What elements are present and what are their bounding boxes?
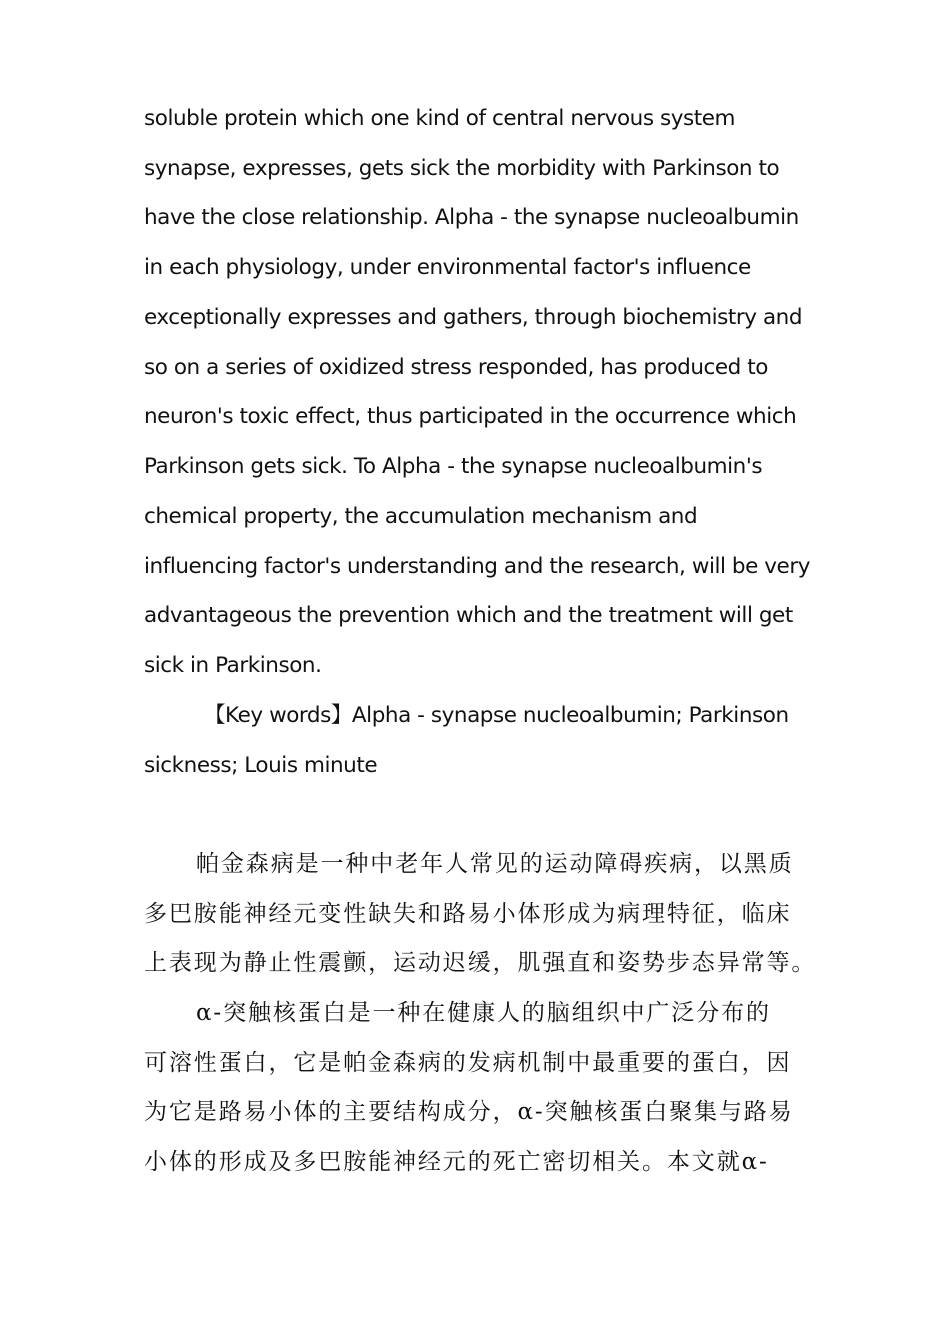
abstract-line: neuron's toxic effect, thus participated in the occurrence which [144, 404, 797, 429]
abstract-line: synapse, expresses, gets sick the morbidity with Parkinson to [144, 156, 780, 181]
abstract-line: chemical property, the accumulation mechanism and [144, 504, 698, 529]
abstract-line: have the close relationship. Alpha - the synapse nucleoalbumin [144, 205, 799, 230]
body-line: 可溶性蛋白，它是帕金森病的发病机制中最重要的蛋白，因 [144, 1050, 792, 1076]
abstract-line: advantageous the prevention which and the treatment will get [144, 603, 793, 628]
abstract-line: influencing factor's understanding and the research, will be very [144, 554, 810, 579]
keywords-line: 【Key words】Alpha - synapse nucleoalbumin; Parkinson [204, 703, 789, 728]
body-line: 为它是路易小体的主要结构成分，α-突触核蛋白聚集与路易 [144, 1099, 794, 1125]
abstract-line: so on a series of oxidized stress responded, has produced to [144, 355, 768, 380]
abstract-line: exceptionally expresses and gathers, through biochemistry and [144, 305, 803, 330]
abstract-line: Parkinson gets sick. To Alpha - the synapse nucleoalbumin's [144, 454, 763, 479]
body-line: 小体的形成及多巴胺能神经元的死亡密切相关。本文就α- [144, 1149, 769, 1175]
body-line: 帕金森病是一种中老年人常见的运动障碍疾病，以黑质 [196, 851, 794, 877]
body-line: α-突触核蛋白是一种在健康人的脑组织中广泛分布的 [196, 1000, 771, 1026]
abstract-line: soluble protein which one kind of central nervous system [144, 106, 735, 131]
body-line: 多巴胺能神经元变性缺失和路易小体形成为病理特征，临床 [144, 901, 792, 927]
abstract-line: sick in Parkinson. [144, 653, 322, 678]
abstract-line: in each physiology, under environmental factor's influence [144, 255, 751, 280]
keywords-line: sickness; Louis minute [144, 753, 378, 778]
body-line: 上表现为静止性震颤，运动迟缓，肌强直和姿势步态异常等。 [144, 950, 817, 976]
